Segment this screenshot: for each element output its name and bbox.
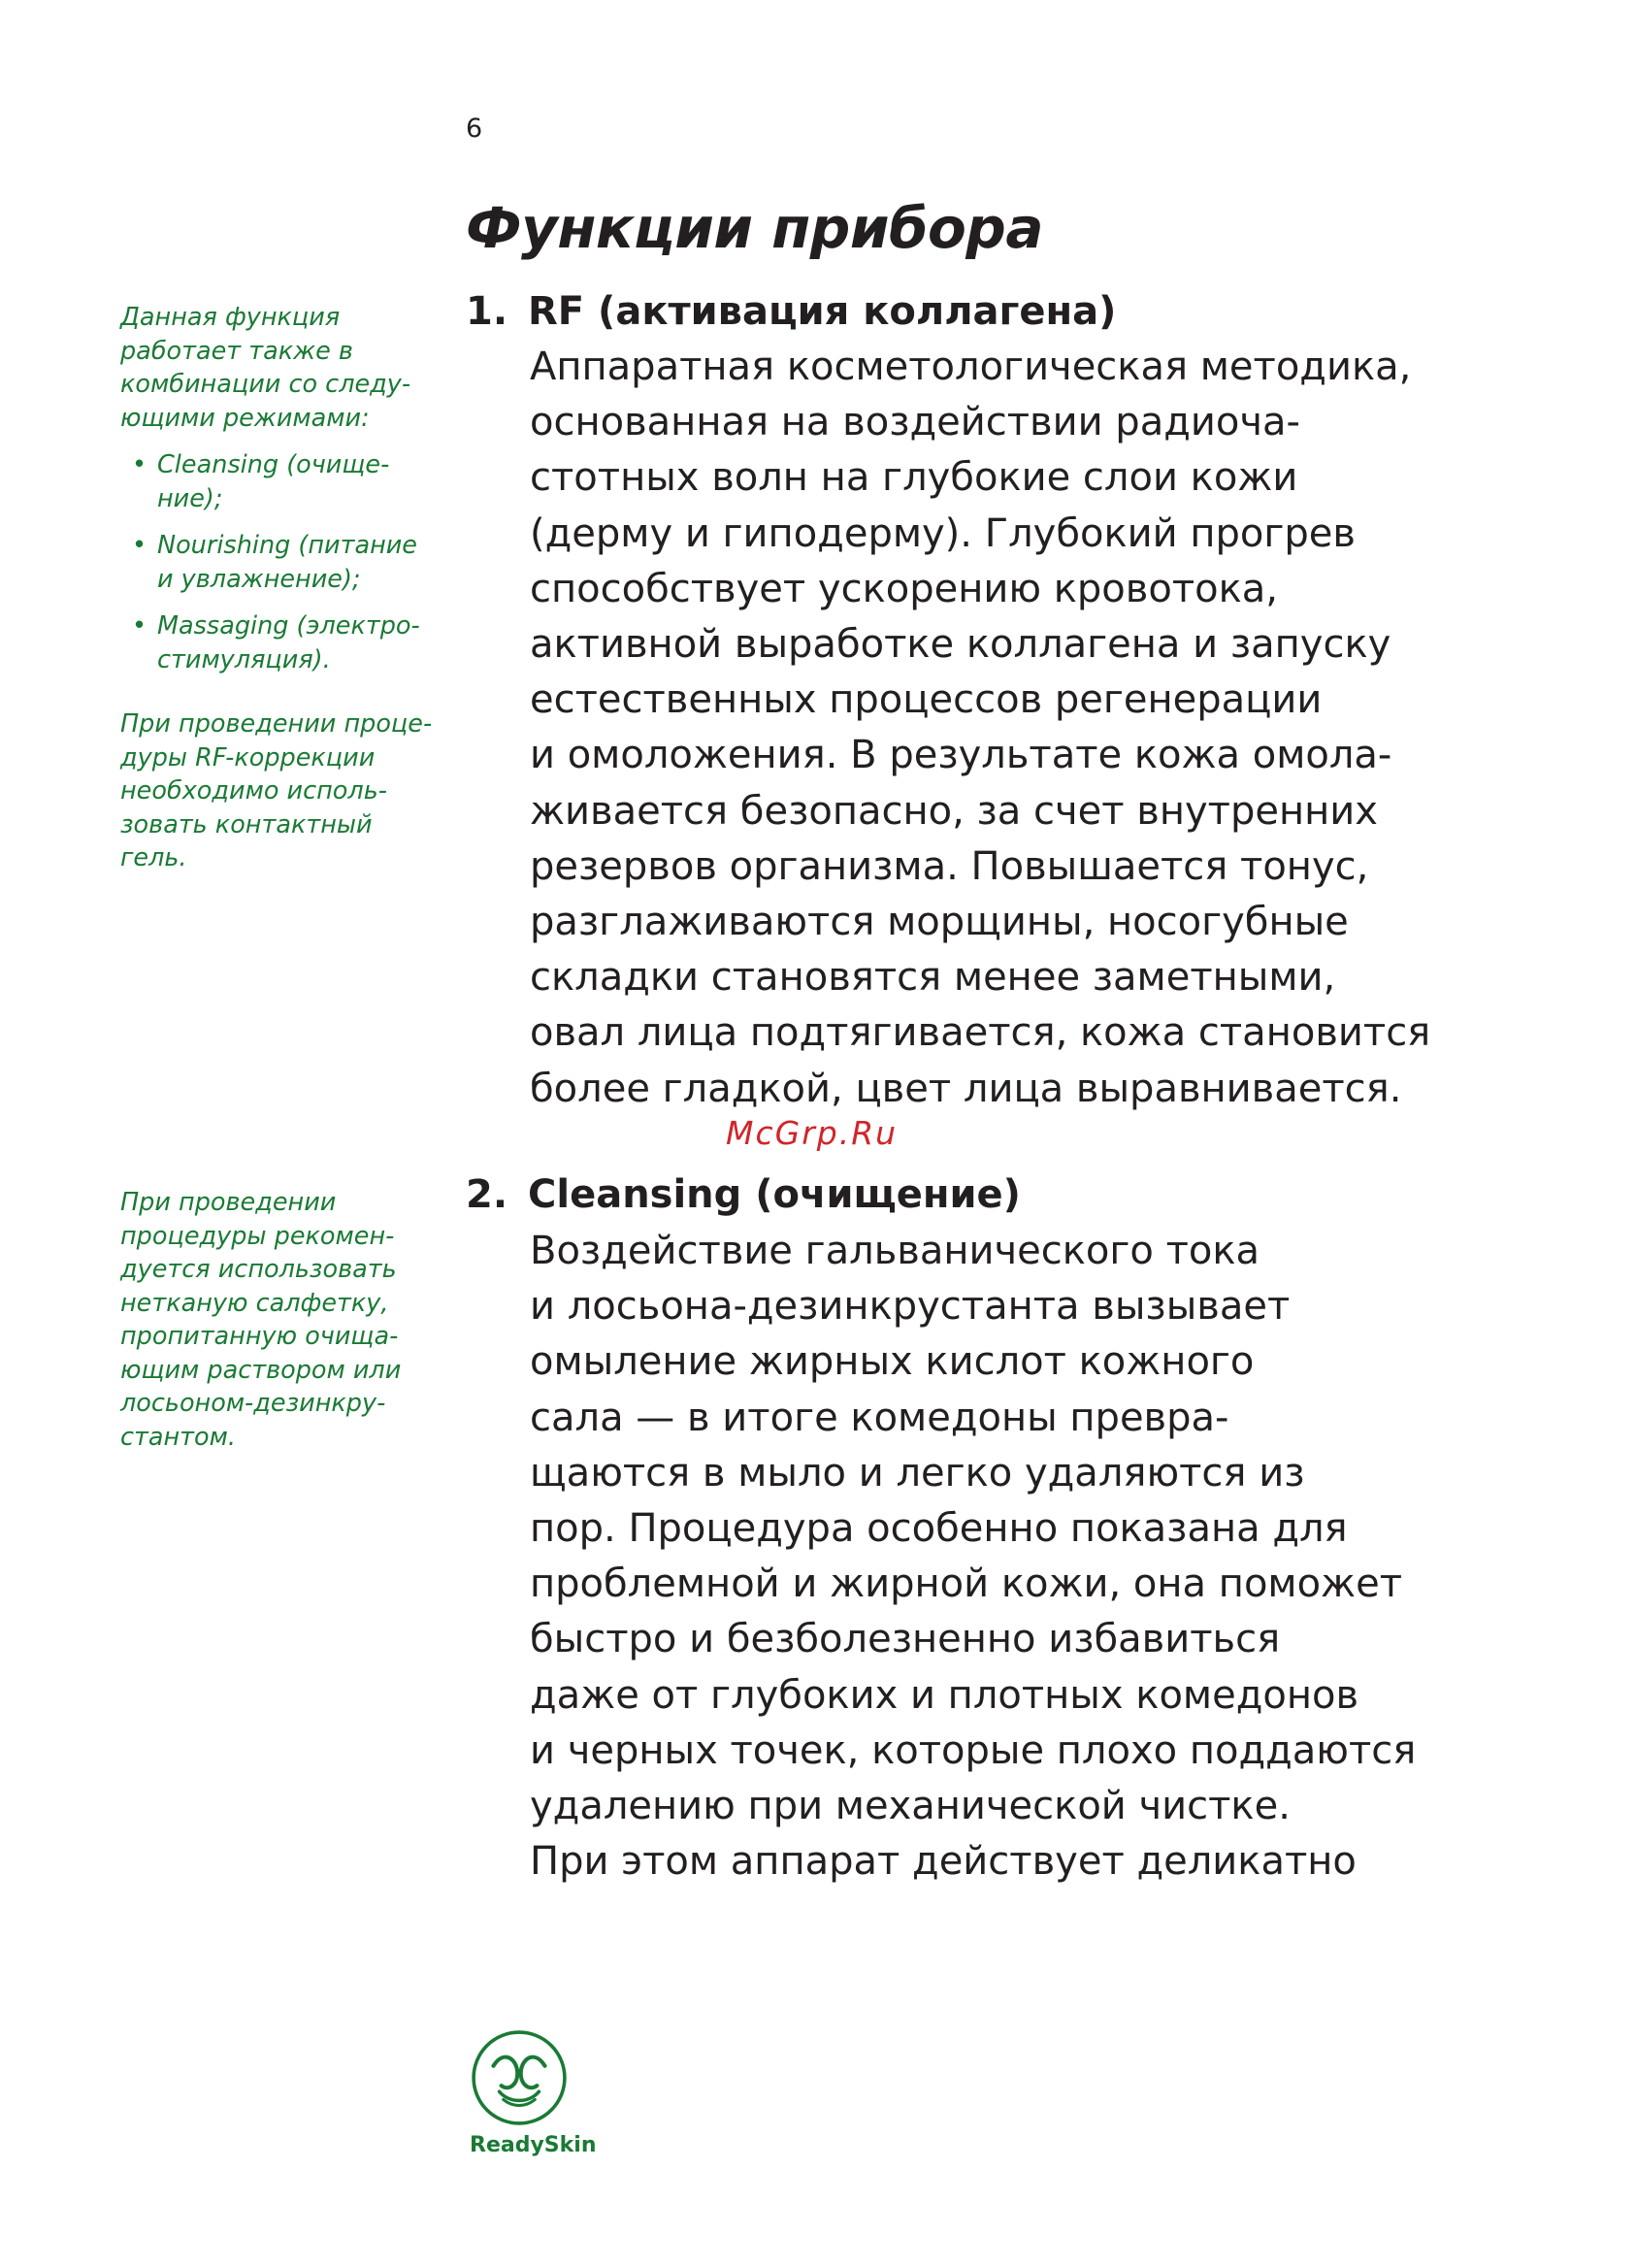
sidebar-mode-list (120, 448, 441, 676)
bullet-icon: • (132, 611, 147, 641)
brand-logo (470, 2028, 597, 2158)
sidebar-note-modes (120, 301, 441, 676)
readyskin-logo-icon (470, 2028, 569, 2127)
sidebar-note-gel (120, 707, 441, 875)
sidebar-note-napkin (120, 1186, 441, 1454)
section-body-rf: Аппаратная косметологическая методика, основанная на воздействии радиоча- стотных волн на глубокие слои кожи (дерму и гиподерму). Глубокий прогрев способствует ускорению кровотока, активной выработке коллагена и запуску естественных процессов регенерации и омоложения. В результате кожа омола- живается безопасно, за счет внутренних резервов организма. Повышается тонус, разглаживаются морщины, носогубные складки становятся менее заметными, овал лица подтягивается, кожа становится более гладкой, цвет лица выравнивается. (530, 345, 1431, 1111)
sidebar-note-text: При проведении проце-дуры RF-коррекции необходимо исполь-зовать контактный гель. (120, 709, 433, 872)
list-item: • Nourishing (питание и увлажнение); (132, 531, 417, 594)
watermark: McGrp.Ru (726, 1114, 899, 1152)
section-heading-text: RF (активация коллагена) (528, 289, 1117, 334)
section-number: 1. (466, 289, 508, 334)
section-number: 2. (466, 1172, 508, 1217)
section-heading-text: Cleansing (очищение) (528, 1172, 1021, 1217)
section-heading-rf (466, 284, 1116, 340)
section-body-cleansing: Воздействие гальванического тока и лосьона-дезинкрустанта вызывает омыление жирных кислот кожного сала — в итоге комедоны превра- щаются в мыло и легко удаляются из пор. Процедура особенно показана для проблемной и жирной кожи, она поможет быстро и безболезненно избавиться даже от глубоких и плотных комедонов и черных точек, которые плохо поддаются удалению при механической чистке. При этом аппарат действует деликатно (530, 1229, 1417, 1885)
bullet-icon: • (132, 450, 147, 479)
sidebar-note-text: При проведении процедуры рекомен-дуется использовать нетканую салфетку, пропитанную очища-ющим раствором или лосьоном-дезинкру-стантом. (120, 1188, 402, 1452)
bullet-icon: • (132, 531, 147, 560)
list-item: • Cleansing (очище-ние); (132, 450, 390, 513)
list-item: • Massaging (электро-стимуляция). (132, 611, 420, 674)
sidebar-note-text: Данная функция работает также в комбинации со следу-ющими режимами: (120, 303, 411, 433)
logo-text: ReadySkin (470, 2133, 597, 2157)
section-heading-cleansing (466, 1167, 1021, 1223)
page-number: 6 (466, 114, 483, 144)
page-title: Функции прибора (466, 195, 1043, 261)
